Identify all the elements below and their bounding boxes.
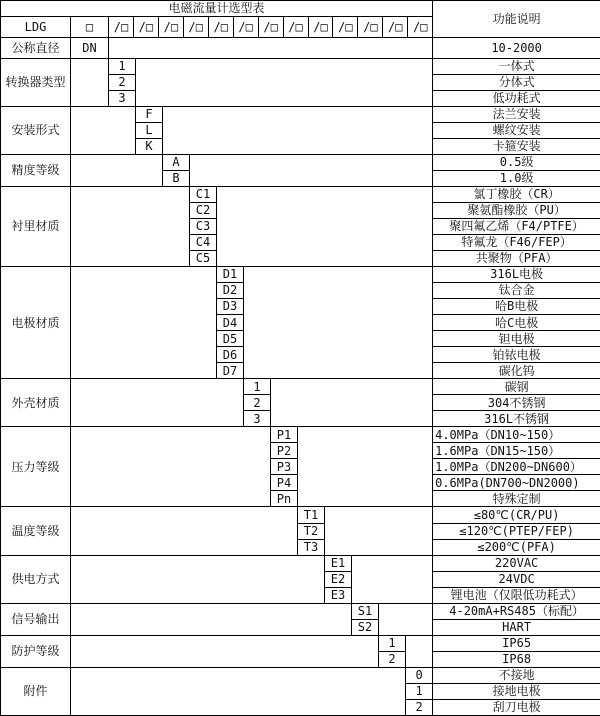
code-cell: 2 (379, 651, 406, 667)
code-cell: D7 (217, 363, 244, 379)
spacer-cell (71, 379, 244, 427)
code-cell: E2 (325, 571, 352, 587)
function-cell: 4.0MPa（DN10~150） (433, 427, 600, 443)
spacer-cell (136, 59, 433, 107)
model-slot: /□ (183, 17, 208, 37)
spacer-cell (163, 107, 433, 155)
function-cell: 一体式 (433, 59, 600, 75)
spacer-cell (244, 267, 433, 379)
code-cell: D2 (217, 283, 244, 299)
category-label: 温度等级 (1, 507, 71, 555)
spacer-cell (406, 635, 433, 667)
code-cell: C5 (190, 251, 217, 267)
spacer-cell (71, 555, 325, 603)
category-label: 防护等级 (1, 635, 71, 667)
category-label: 信号输出 (1, 603, 71, 635)
function-cell: 特氟龙（F46/FEP） (433, 235, 600, 251)
model-slot: /□ (158, 17, 183, 37)
model-slot-strip (109, 17, 433, 38)
dn-box: □ (71, 17, 109, 38)
code-cell: 2 (406, 699, 433, 715)
code-cell: 3 (109, 91, 136, 107)
function-cell: ≤120℃(PTEP/FEP) (433, 523, 600, 539)
spacer-cell (271, 379, 433, 427)
model-slot: /□ (332, 17, 357, 37)
function-cell: 碳钢 (433, 379, 600, 395)
code-cell: 1 (379, 635, 406, 651)
spacer-cell (71, 107, 136, 155)
function-cell: 聚四氟乙烯（F4/PTFE） (433, 219, 600, 235)
model-slot: /□ (113, 19, 129, 34)
function-cell: 1.6MPa（DN15~150） (433, 443, 600, 459)
function-cell: 304不锈钢 (433, 395, 600, 411)
code-cell: 0 (406, 667, 433, 683)
category-label: 压力等级 (1, 427, 71, 507)
code-cell: P3 (271, 459, 298, 475)
spacer-cell (217, 187, 433, 267)
code-cell: S1 (352, 603, 379, 619)
code-cell: A (163, 155, 190, 171)
function-cell: 316L不锈钢 (433, 411, 600, 427)
model-slot: /□ (382, 17, 407, 37)
function-cell: 螺纹安装 (433, 123, 600, 139)
function-cell: 碳化钨 (433, 363, 600, 379)
spacer-cell (109, 38, 433, 59)
function-cell: 0.5级 (433, 155, 600, 171)
function-cell: 特殊定制 (433, 491, 600, 507)
spacer-cell (325, 507, 433, 555)
spacer-cell (71, 267, 217, 379)
spacer-cell (71, 187, 190, 267)
code-cell: T3 (298, 539, 325, 555)
function-cell: 1.0MPa（DN200~DN600） (433, 459, 600, 475)
function-cell: 卡箍安装 (433, 139, 600, 155)
category-label: 转换器类型 (1, 59, 71, 107)
code-cell: T1 (298, 507, 325, 523)
spacer-cell (71, 667, 406, 715)
code-cell: C4 (190, 235, 217, 251)
function-cell: 哈C电极 (433, 315, 600, 331)
function-cell: 法兰安装 (433, 107, 600, 123)
model-prefix: LDG (1, 17, 71, 38)
spacer-cell (298, 427, 433, 507)
code-cell: F (136, 107, 163, 123)
function-cell: 220VAC (433, 555, 600, 571)
code-cell: 1 (406, 683, 433, 699)
function-cell: ≤200℃(PFA) (433, 539, 600, 555)
spacer-cell (71, 603, 352, 635)
code-cell: T2 (298, 523, 325, 539)
function-cell: 哈B电极 (433, 299, 600, 315)
function-cell: HART (433, 619, 600, 635)
code-cell: 1 (109, 59, 136, 75)
function-cell: 4-20mA+RS485（标配） (433, 603, 600, 619)
spacer-cell (71, 155, 163, 187)
category-label: 外壳材质 (1, 379, 71, 427)
code-cell: E1 (325, 555, 352, 571)
function-cell: 聚氨酯橡胶（PU） (433, 203, 600, 219)
spacer-cell (71, 507, 298, 555)
category-label: 供电方式 (1, 555, 71, 603)
code-cell: E3 (325, 587, 352, 603)
spacer-cell (71, 635, 379, 667)
spacer-cell (190, 155, 433, 187)
function-cell: 刮刀电极 (433, 699, 600, 715)
function-cell: 铂铱电极 (433, 347, 600, 363)
function-cell: 共聚物（PFA） (433, 251, 600, 267)
model-slot: /□ (357, 17, 382, 37)
code-cell: C3 (190, 219, 217, 235)
model-slot: /□ (283, 17, 308, 37)
function-cell: 钛合金 (433, 283, 600, 299)
code-cell: P4 (271, 475, 298, 491)
model-slot: /□ (258, 17, 283, 37)
spacer-cell (379, 603, 433, 635)
code-cell: P2 (271, 443, 298, 459)
function-cell: 不接地 (433, 667, 600, 683)
model-slots (109, 17, 432, 37)
function-cell: 316L电极 (433, 267, 600, 283)
code-cell: DN (71, 38, 109, 59)
function-column-header: 功能说明 (433, 1, 600, 38)
code-cell: 2 (109, 75, 136, 91)
category-label: 电极材质 (1, 267, 71, 379)
spacer-cell (71, 427, 271, 507)
code-cell: 2 (244, 395, 271, 411)
model-slot: /□ (208, 17, 233, 37)
function-cell: ≤80℃(CR/PU) (433, 507, 600, 523)
category-label: 安装形式 (1, 107, 71, 155)
code-cell: L (136, 123, 163, 139)
function-cell: IP65 (433, 635, 600, 651)
spacer-cell (71, 59, 109, 107)
table-title: 电磁流量计选型表 (1, 1, 433, 17)
function-cell: 1.0级 (433, 171, 600, 187)
code-cell: C2 (190, 203, 217, 219)
code-cell: D5 (217, 331, 244, 347)
function-cell: 钽电极 (433, 331, 600, 347)
function-cell: 低功耗式 (433, 91, 600, 107)
category-label: 精度等级 (1, 155, 71, 187)
code-cell: S2 (352, 619, 379, 635)
category-label: 公称直径 (1, 38, 71, 59)
code-cell: Pn (271, 491, 298, 507)
model-slot: /□ (407, 17, 432, 37)
code-cell: B (163, 171, 190, 187)
code-cell: D4 (217, 315, 244, 331)
code-cell: D3 (217, 299, 244, 315)
function-cell: 分体式 (433, 75, 600, 91)
code-cell: K (136, 139, 163, 155)
category-label: 附件 (1, 667, 71, 715)
category-label: 衬里材质 (1, 187, 71, 267)
function-cell: 0.6MPa(DN700~DN2000) (433, 475, 600, 491)
code-cell: 1 (244, 379, 271, 395)
spacer-cell (352, 555, 433, 603)
function-cell: IP68 (433, 651, 600, 667)
code-cell: D6 (217, 347, 244, 363)
code-cell: C1 (190, 187, 217, 203)
function-cell: 锂电池（仅限低功耗式） (433, 587, 600, 603)
model-slot: /□ (233, 17, 258, 37)
code-cell: 3 (244, 411, 271, 427)
code-cell: D1 (217, 267, 244, 283)
code-cell: P1 (271, 427, 298, 443)
model-slot: /□ (133, 17, 158, 37)
model-slot: /□ (308, 17, 333, 37)
function-cell: 10-2000 (433, 38, 600, 59)
function-cell: 接地电极 (433, 683, 600, 699)
function-cell: 24VDC (433, 571, 600, 587)
function-cell: 氯丁橡胶（CR） (433, 187, 600, 203)
